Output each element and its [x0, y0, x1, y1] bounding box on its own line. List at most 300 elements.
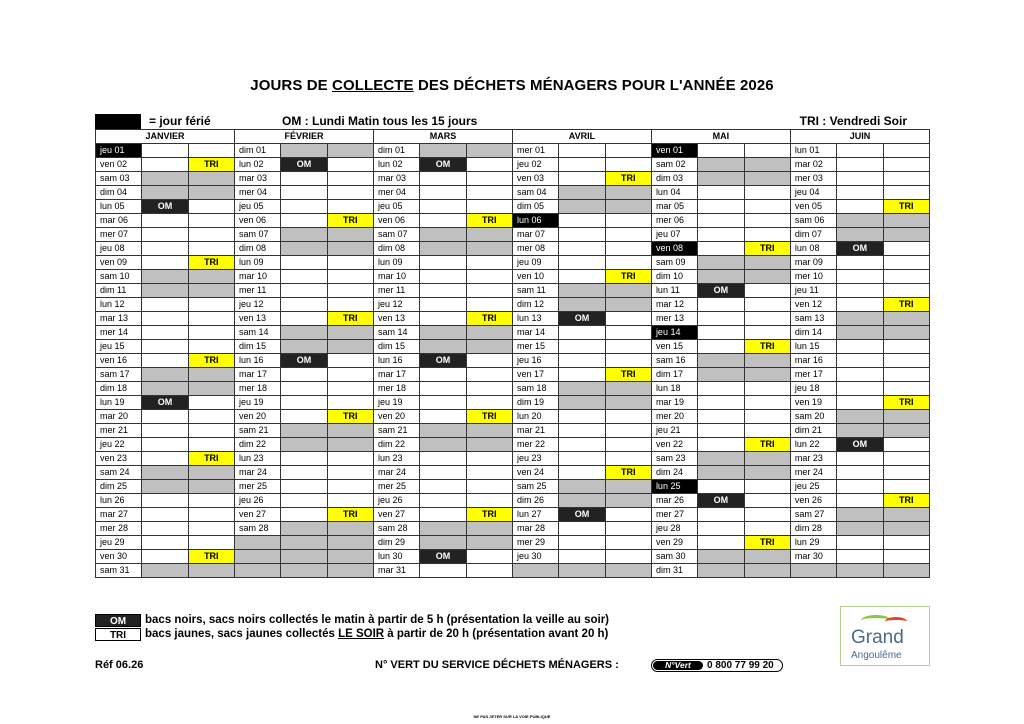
om-cell [559, 466, 605, 480]
day-cell: lun 15 [790, 340, 836, 354]
om-cell [559, 298, 605, 312]
day-cell: dim 11 [96, 284, 142, 298]
om-cell [142, 186, 188, 200]
om-cell [281, 536, 327, 550]
om-cell [281, 340, 327, 354]
om-cell [837, 228, 883, 242]
hotline-number-badge [651, 659, 783, 672]
om-cell [281, 564, 327, 578]
day-cell: sam 07 [373, 228, 419, 242]
om-cell [142, 144, 188, 158]
om-cell [837, 144, 883, 158]
day-cell: mer 11 [234, 284, 280, 298]
om-cell [837, 172, 883, 186]
tri-cell [466, 172, 512, 186]
tri-cell: TRI [466, 214, 512, 228]
day-cell: jeu 22 [96, 438, 142, 452]
day-cell: jeu 14 [651, 326, 697, 340]
om-cell [420, 438, 466, 452]
day-cell: sam 21 [373, 424, 419, 438]
tri-cell: TRI [327, 508, 373, 522]
tri-cell [466, 466, 512, 480]
day-cell: mar 06 [96, 214, 142, 228]
om-cell [281, 298, 327, 312]
day-cell [234, 536, 280, 550]
day-cell: ven 06 [373, 214, 419, 228]
day-cell [234, 550, 280, 564]
tri-cell [466, 368, 512, 382]
om-cell [837, 466, 883, 480]
collection-calendar [95, 129, 930, 578]
om-cell [698, 550, 744, 564]
tri-cell [466, 270, 512, 284]
day-cell: ven 08 [651, 242, 697, 256]
tri-cell [327, 550, 373, 564]
om-cell [698, 228, 744, 242]
table-row [96, 312, 930, 326]
om-cell [420, 284, 466, 298]
day-cell: lun 09 [373, 256, 419, 270]
om-cell [420, 214, 466, 228]
day-cell: jeu 05 [373, 200, 419, 214]
tri-cell [744, 186, 790, 200]
day-cell: dim 08 [373, 242, 419, 256]
table-row [96, 452, 930, 466]
day-cell: dim 24 [651, 466, 697, 480]
tri-cell: TRI [188, 452, 234, 466]
om-cell [142, 522, 188, 536]
day-cell: mer 17 [790, 368, 836, 382]
tri-cell [744, 424, 790, 438]
day-cell: mar 13 [96, 312, 142, 326]
tri-cell [188, 396, 234, 410]
om-cell [837, 354, 883, 368]
om-cell [142, 256, 188, 270]
day-cell: mar 03 [234, 172, 280, 186]
day-cell: mer 01 [512, 144, 558, 158]
om-cell [698, 144, 744, 158]
om-cell [420, 144, 466, 158]
day-cell: mer 18 [373, 382, 419, 396]
tri-cell [327, 326, 373, 340]
day-cell: mer 10 [790, 270, 836, 284]
om-cell [698, 326, 744, 340]
tri-cell [188, 508, 234, 522]
table-row [96, 424, 930, 438]
om-cell [420, 452, 466, 466]
om-cell [420, 270, 466, 284]
day-cell: jeu 25 [790, 480, 836, 494]
tri-cell [744, 256, 790, 270]
tri-footnote-text: bacs jaunes, sacs jaunes collectés LE SOIR à partir de 20 h (présentation avant 20 h) [145, 628, 609, 640]
tri-cell [883, 508, 929, 522]
tri-cell [605, 340, 651, 354]
day-cell: ven 29 [651, 536, 697, 550]
tri-cell [466, 522, 512, 536]
om-cell [281, 228, 327, 242]
tri-cell [605, 522, 651, 536]
tri-swatch: TRI [95, 628, 141, 641]
om-cell [420, 312, 466, 326]
day-cell: sam 21 [234, 424, 280, 438]
day-cell: jeu 28 [651, 522, 697, 536]
om-cell [142, 424, 188, 438]
day-cell: dim 15 [373, 340, 419, 354]
om-cell [837, 340, 883, 354]
day-cell: mar 28 [512, 522, 558, 536]
tri-cell [466, 494, 512, 508]
hotline-label: N° VERT DU SERVICE DÉCHETS MÉNAGERS : [375, 659, 619, 671]
logo-text-angouleme: Angoulême [851, 650, 902, 661]
table-row [96, 144, 930, 158]
day-cell: dim 22 [373, 438, 419, 452]
day-cell: mer 18 [234, 382, 280, 396]
day-cell: mer 03 [790, 172, 836, 186]
om-cell [559, 172, 605, 186]
om-cell [559, 354, 605, 368]
day-cell: lun 02 [373, 158, 419, 172]
tri-cell: TRI [466, 508, 512, 522]
om-cell [698, 424, 744, 438]
tri-cell [744, 522, 790, 536]
day-cell: lun 02 [234, 158, 280, 172]
day-cell: mer 13 [651, 312, 697, 326]
day-cell: mar 05 [651, 200, 697, 214]
table-row [96, 200, 930, 214]
day-cell: ven 06 [234, 214, 280, 228]
om-cell [559, 158, 605, 172]
om-cell: OM [281, 158, 327, 172]
day-cell: ven 23 [96, 452, 142, 466]
om-cell [698, 340, 744, 354]
tri-cell [883, 214, 929, 228]
day-cell: mar 23 [790, 452, 836, 466]
om-cell [698, 368, 744, 382]
table-row [96, 158, 930, 172]
tri-cell [327, 466, 373, 480]
tri-cell: TRI [744, 242, 790, 256]
day-cell: lun 01 [790, 144, 836, 158]
om-cell: OM [420, 354, 466, 368]
tri-cell [466, 480, 512, 494]
tri-cell [327, 242, 373, 256]
om-cell [420, 256, 466, 270]
table-row [96, 228, 930, 242]
tri-cell [466, 144, 512, 158]
logo-red-swoosh [885, 617, 907, 626]
table-row [96, 382, 930, 396]
tri-cell [883, 172, 929, 186]
day-cell: lun 22 [790, 438, 836, 452]
tri-cell: TRI [883, 200, 929, 214]
om-cell [698, 256, 744, 270]
day-cell: lun 08 [790, 242, 836, 256]
tri-cell [605, 256, 651, 270]
day-cell: ven 12 [790, 298, 836, 312]
day-cell: jeu 19 [234, 396, 280, 410]
tri-cell [327, 522, 373, 536]
om-cell [559, 536, 605, 550]
tri-cell [327, 382, 373, 396]
om-cell [142, 452, 188, 466]
table-row [96, 354, 930, 368]
grand-angouleme-logo [840, 606, 930, 666]
tri-cell [605, 312, 651, 326]
tri-cell [744, 382, 790, 396]
tri-cell [744, 312, 790, 326]
month-header-row [96, 130, 930, 144]
day-cell: dim 05 [512, 200, 558, 214]
om-cell [698, 298, 744, 312]
om-cell [142, 494, 188, 508]
table-row [96, 466, 930, 480]
tri-cell [883, 158, 929, 172]
day-cell: mar 03 [373, 172, 419, 186]
tri-cell: TRI [605, 466, 651, 480]
tri-cell [188, 522, 234, 536]
tri-cell [605, 564, 651, 578]
om-cell [420, 480, 466, 494]
tri-cell [605, 228, 651, 242]
day-cell: sam 31 [96, 564, 142, 578]
table-row [96, 396, 930, 410]
day-cell: mar 24 [234, 466, 280, 480]
day-cell: lun 16 [234, 354, 280, 368]
day-cell: lun 06 [512, 214, 558, 228]
om-footnote-text: bacs noirs, sacs noirs collectés le matin à partir de 5 h (présentation la veille au soir) [145, 614, 610, 626]
table-row [96, 242, 930, 256]
day-cell: ven 03 [512, 172, 558, 186]
day-cell: lun 13 [512, 312, 558, 326]
om-cell [281, 144, 327, 158]
tri-cell [188, 214, 234, 228]
day-cell: sam 28 [234, 522, 280, 536]
tri-cell: TRI [883, 298, 929, 312]
tri-cell: TRI [744, 340, 790, 354]
om-cell [281, 326, 327, 340]
om-cell [142, 228, 188, 242]
tri-cell [883, 564, 929, 578]
om-cell [142, 326, 188, 340]
om-cell [142, 382, 188, 396]
day-cell: mer 20 [651, 410, 697, 424]
om-cell [420, 494, 466, 508]
tri-cell [605, 508, 651, 522]
tri-cell [744, 396, 790, 410]
day-cell: mer 04 [373, 186, 419, 200]
tri-cell [466, 186, 512, 200]
tri-cell [327, 536, 373, 550]
tri-cell [466, 158, 512, 172]
day-cell: mar 16 [790, 354, 836, 368]
tri-cell [883, 256, 929, 270]
om-cell [142, 242, 188, 256]
tri-cell [466, 340, 512, 354]
day-cell: sam 10 [96, 270, 142, 284]
day-cell: jeu 18 [790, 382, 836, 396]
table-row [96, 536, 930, 550]
day-cell: jeu 21 [651, 424, 697, 438]
om-cell [698, 438, 744, 452]
om-cell [281, 522, 327, 536]
tri-cell [327, 256, 373, 270]
day-cell: mer 21 [96, 424, 142, 438]
day-cell: lun 11 [651, 284, 697, 298]
tri-cell [744, 452, 790, 466]
day-cell: dim 29 [373, 536, 419, 550]
tri-cell [188, 480, 234, 494]
day-cell: ven 15 [651, 340, 697, 354]
om-cell [420, 508, 466, 522]
tri-cell [466, 452, 512, 466]
day-cell: dim 17 [651, 368, 697, 382]
om-cell [559, 564, 605, 578]
om-cell [420, 172, 466, 186]
tri-cell [883, 326, 929, 340]
om-cell [559, 410, 605, 424]
tri-cell [327, 424, 373, 438]
om-cell [281, 466, 327, 480]
om-cell [837, 396, 883, 410]
tri-cell [605, 438, 651, 452]
table-row [96, 410, 930, 424]
om-cell [837, 200, 883, 214]
om-cell [837, 494, 883, 508]
tri-cell [744, 564, 790, 578]
day-cell: mar 30 [790, 550, 836, 564]
table-row [96, 522, 930, 536]
om-cell [559, 256, 605, 270]
day-cell: sam 27 [790, 508, 836, 522]
tri-cell [327, 396, 373, 410]
om-cell [281, 186, 327, 200]
tri-cell [744, 410, 790, 424]
day-cell: sam 25 [512, 480, 558, 494]
om-cell [559, 396, 605, 410]
om-cell [420, 242, 466, 256]
tri-cell [188, 200, 234, 214]
day-cell: mer 15 [512, 340, 558, 354]
tri-cell [744, 172, 790, 186]
day-cell: ven 09 [96, 256, 142, 270]
day-cell: dim 08 [234, 242, 280, 256]
tri-cell [466, 326, 512, 340]
om-cell [559, 200, 605, 214]
om-cell [281, 550, 327, 564]
day-cell: lun 16 [373, 354, 419, 368]
day-cell: sam 04 [512, 186, 558, 200]
om-cell [420, 200, 466, 214]
day-cell: dim 04 [96, 186, 142, 200]
om-cell [559, 144, 605, 158]
day-cell: sam 16 [651, 354, 697, 368]
om-cell [698, 466, 744, 480]
table-row [96, 494, 930, 508]
day-cell: lun 12 [96, 298, 142, 312]
day-cell: mer 04 [234, 186, 280, 200]
om-cell [698, 480, 744, 494]
tri-cell [188, 284, 234, 298]
day-cell: dim 18 [96, 382, 142, 396]
tri-cell [605, 326, 651, 340]
om-cell [559, 424, 605, 438]
day-cell: lun 19 [96, 396, 142, 410]
om-cell [420, 228, 466, 242]
tri-cell [605, 214, 651, 228]
om-cell [420, 564, 466, 578]
om-cell [420, 368, 466, 382]
om-cell [420, 186, 466, 200]
om-cell [559, 186, 605, 200]
day-cell: sam 20 [790, 410, 836, 424]
table-row [96, 340, 930, 354]
day-cell: mar 27 [96, 508, 142, 522]
tri-cell [188, 186, 234, 200]
day-cell: ven 19 [790, 396, 836, 410]
om-cell [281, 368, 327, 382]
day-cell: jeu 29 [96, 536, 142, 550]
tri-cell: TRI [466, 410, 512, 424]
tri-cell [744, 228, 790, 242]
tri-cell [744, 466, 790, 480]
tri-cell [327, 298, 373, 312]
day-cell: sam 14 [373, 326, 419, 340]
day-cell: lun 05 [96, 200, 142, 214]
om-cell [142, 312, 188, 326]
day-cell [790, 564, 836, 578]
table-row [96, 270, 930, 284]
table-row [96, 550, 930, 564]
om-cell [420, 410, 466, 424]
table-row [96, 186, 930, 200]
tri-cell [188, 494, 234, 508]
om-cell [142, 550, 188, 564]
tri-cell [466, 228, 512, 242]
tri-cell [188, 424, 234, 438]
om-cell [698, 214, 744, 228]
om-cell [281, 424, 327, 438]
day-cell: mar 26 [651, 494, 697, 508]
day-cell: jeu 08 [96, 242, 142, 256]
tri-cell [466, 242, 512, 256]
om-cell [837, 564, 883, 578]
om-cell [837, 214, 883, 228]
tri-cell [466, 298, 512, 312]
day-cell: ven 13 [373, 312, 419, 326]
tri-cell [327, 480, 373, 494]
table-row [96, 480, 930, 494]
om-cell: OM [559, 508, 605, 522]
om-cell [281, 494, 327, 508]
tri-cell [466, 536, 512, 550]
om-cell [837, 298, 883, 312]
om-cell [281, 284, 327, 298]
om-cell [281, 200, 327, 214]
day-cell: mar 10 [373, 270, 419, 284]
day-cell: ven 13 [234, 312, 280, 326]
day-cell: dim 22 [234, 438, 280, 452]
day-cell: jeu 19 [373, 396, 419, 410]
tri-cell [605, 284, 651, 298]
tri-cell [883, 284, 929, 298]
day-cell: jeu 15 [96, 340, 142, 354]
om-cell: OM [420, 158, 466, 172]
day-cell: ven 17 [512, 368, 558, 382]
day-cell: ven 20 [373, 410, 419, 424]
tri-cell [605, 494, 651, 508]
tri-cell [327, 186, 373, 200]
tri-cell [883, 438, 929, 452]
